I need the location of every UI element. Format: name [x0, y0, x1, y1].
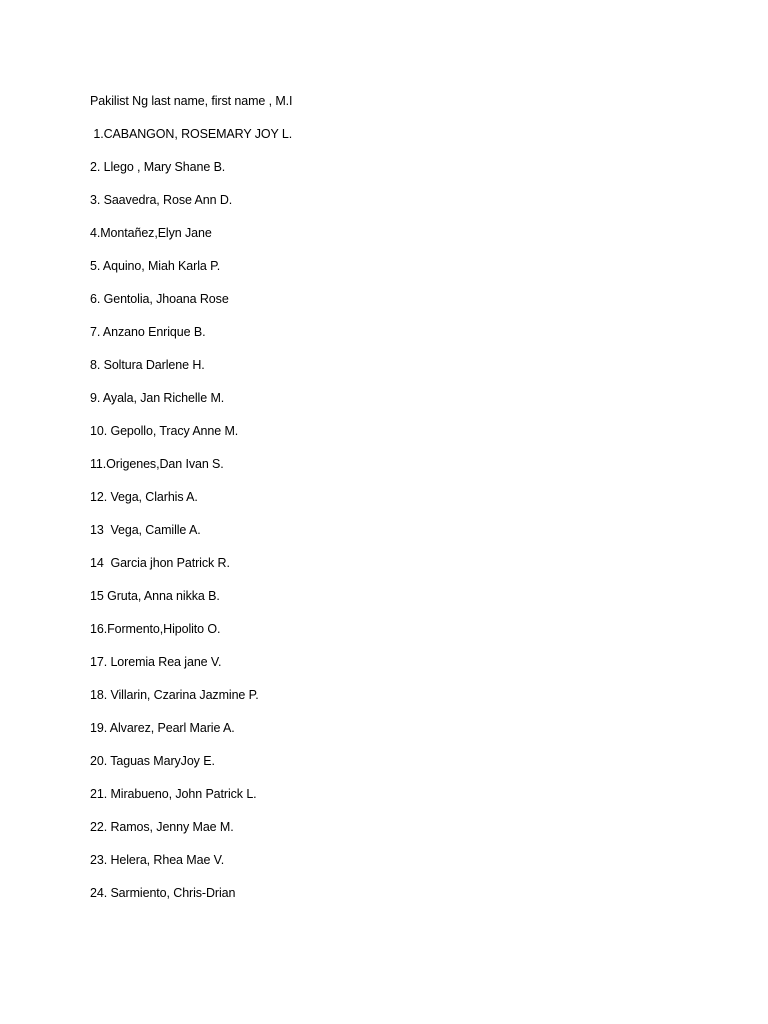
list-item: 22. Ramos, Jenny Mae M. [90, 820, 234, 834]
list-item: 18. Villarin, Czarina Jazmine P. [90, 688, 259, 702]
list-item: 10. Gepollo, Tracy Anne M. [90, 424, 239, 438]
list-item: 16.Formento,Hipolito O. [90, 622, 221, 636]
document-body [90, 93, 690, 918]
list-item: 21. Mirabueno, John Patrick L. [90, 787, 257, 801]
list-item: 2. Llego , Mary Shane B. [90, 160, 226, 174]
list-item: 23. Helera, Rhea Mae V. [90, 853, 225, 867]
list-item: 24. Sarmiento, Chris-Drian [90, 886, 236, 900]
list-item: 11.Origenes,Dan Ivan S. [90, 457, 224, 471]
list-item: 3. Saavedra, Rose Ann D. [90, 193, 233, 207]
document-heading: Pakilist Ng last name, first name , M.I [90, 94, 293, 108]
list-item: 5. Aquino, Miah Karla P. [90, 259, 221, 273]
list-item: 13 Vega, Camille A. [90, 523, 201, 537]
list-item: 8. Soltura Darlene H. [90, 358, 205, 372]
list-item: 1.CABANGON, ROSEMARY JOY L. [90, 127, 293, 141]
list-item: 7. Anzano Enrique B. [90, 325, 206, 339]
list-item: 12. Vega, Clarhis A. [90, 490, 198, 504]
list-item: 19. Alvarez, Pearl Marie A. [90, 721, 235, 735]
list-item: 15 Gruta, Anna nikka B. [90, 589, 220, 603]
list-item: 14 Garcia jhon Patrick R. [90, 556, 230, 570]
list-item: 17. Loremia Rea jane V. [90, 655, 222, 669]
list-item: 4.Montañez,Elyn Jane [90, 226, 212, 240]
list-item: 6. Gentolia, Jhoana Rose [90, 292, 229, 306]
list-item: 20. Taguas MaryJoy E. [90, 754, 215, 768]
list-item: 9. Ayala, Jan Richelle M. [90, 391, 225, 405]
